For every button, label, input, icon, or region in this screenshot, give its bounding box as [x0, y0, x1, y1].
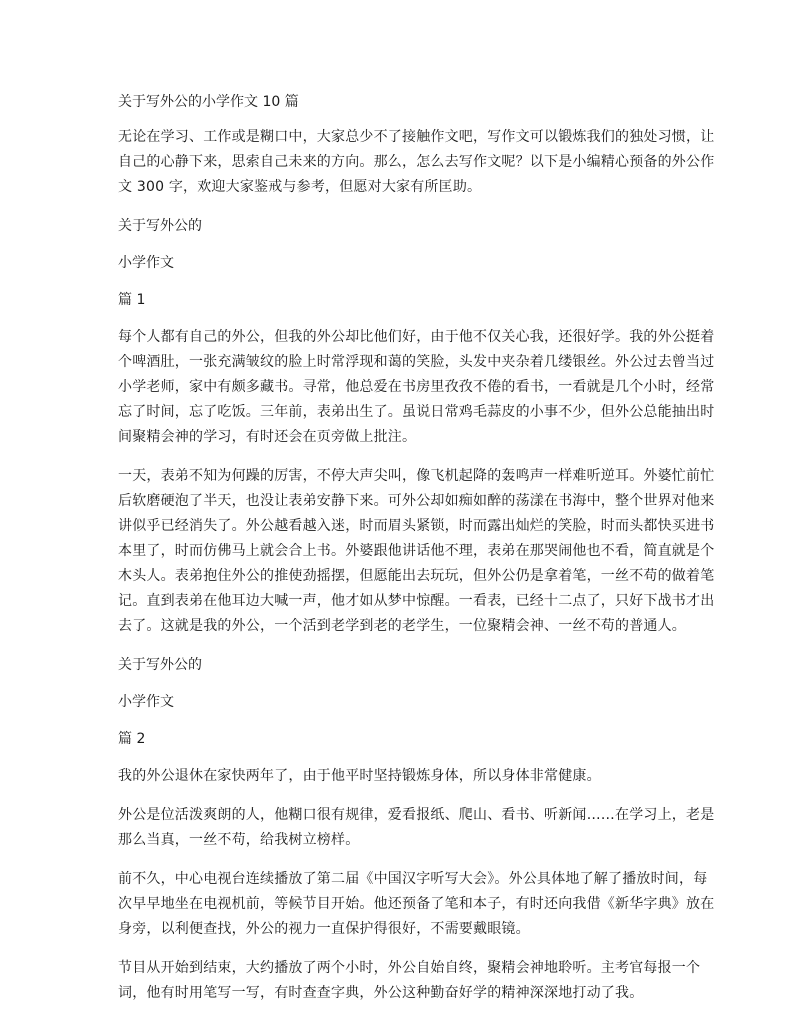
section-heading-line2: 小学作文 — [118, 255, 174, 271]
section-2 — [118, 653, 720, 1006]
body-paragraph: 一天，表弟不知为何躁的厉害，不停大声尖叫，像飞机起降的轰鸣声一样难听逆耳。外婆忙前忙后软磨硬泡了半天，也没让表弟安静下来。可外公却如痴如醉的荡漾在书海中，整个世界对他来讲似乎已经消失了。外公越看越入迷，时而眉头紧锁，时而露出灿烂的笑脸，时而头都快买进书本里了，时而仿佛马上就会合上书。外婆跟他讲话他不理，表弟在那哭闹他也不看，简直就是个木头人。表弟抱住外公的推使劲摇摆，但愿能出去玩玩，但外公仍是拿着笔，一丝不苟的做着笔记。直到表弟在他耳边大喊一声，他才如从梦中惊醒。一看表，已经十二点了，只好下战书才出去了。这就是我的外公，一个活到老学到老的老学生，一位聚精会神、一丝不苟的普通人。 — [118, 468, 715, 634]
body-paragraph: 节目从开始到结束，大约播放了两个小时，外公自始自终，聚精会神地聆听。主考官每报一个词，他有时用笔写一写，有时查查字典，外公这种勤奋好学的精神深深地打动了我。 — [118, 960, 701, 1001]
section-heading-line3: 篇 1 — [118, 292, 146, 308]
body-paragraph: 外公是位活泼爽朗的人，他糊口很有规律，爱看报纸、爬山、看书、听新闻……在学习上，老是那么当真，一丝不苟，给我树立榜样。 — [118, 807, 715, 848]
body-paragraph: 我的外公退休在家快两年了，由于他平时坚持锻炼身体，所以身体非常健康。 — [118, 768, 601, 784]
intro-paragraph: 无论在学习、工作或是糊口中，大家总少不了接触作文吧，写作文可以锻炼我们的独处习惯，让自己的心静下来，思索自己未来的方向。那么，怎么去写作文呢？以下是小编精心预备的外公作文 300 字，欢迎大家鉴戒与参考，但愿对大家有所匡助。 — [118, 129, 715, 195]
body-paragraph: 每个人都有自己的外公，但我的外公却比他们好，由于他不仅关心我，还很好学。我的外公挺着个啤酒肚，一张充满皱纹的脸上时常浮现和蔼的笑脸，头发中夹杂着几缕银丝。外公过去曾当过小学老师，家中有颇多藏书。寻常，他总爱在书房里孜孜不倦的看书，一看就是几个小时，经常忘了时间，忘了吃饭。三年前，表弟出生了。虽说日常鸡毛蒜皮的小事不少，但外公总能抽出时间聚精会神的学习，有时还会在页旁做上批注。 — [118, 329, 715, 445]
document-title: 关于写外公的小学作文 10 篇 — [118, 94, 299, 110]
section-heading-line3: 篇 2 — [118, 731, 146, 747]
body-paragraph: 前不久，中心电视台连续播放了第二届《中国汉字听写大会》。外公具体地了解了播放时间，每次早早地坐在电视机前，等候节目开始。他还预备了笔和本子，有时还向我借《新华字典》放在身旁，以利便查找，外公的视力一直保护得很好，不需要戴眼镜。 — [118, 871, 715, 937]
section-heading-line2: 小学作文 — [118, 694, 174, 710]
section-heading-line1: 关于写外公的 — [118, 218, 202, 234]
section-heading-line1: 关于写外公的 — [118, 657, 202, 673]
section-1 — [118, 214, 720, 639]
